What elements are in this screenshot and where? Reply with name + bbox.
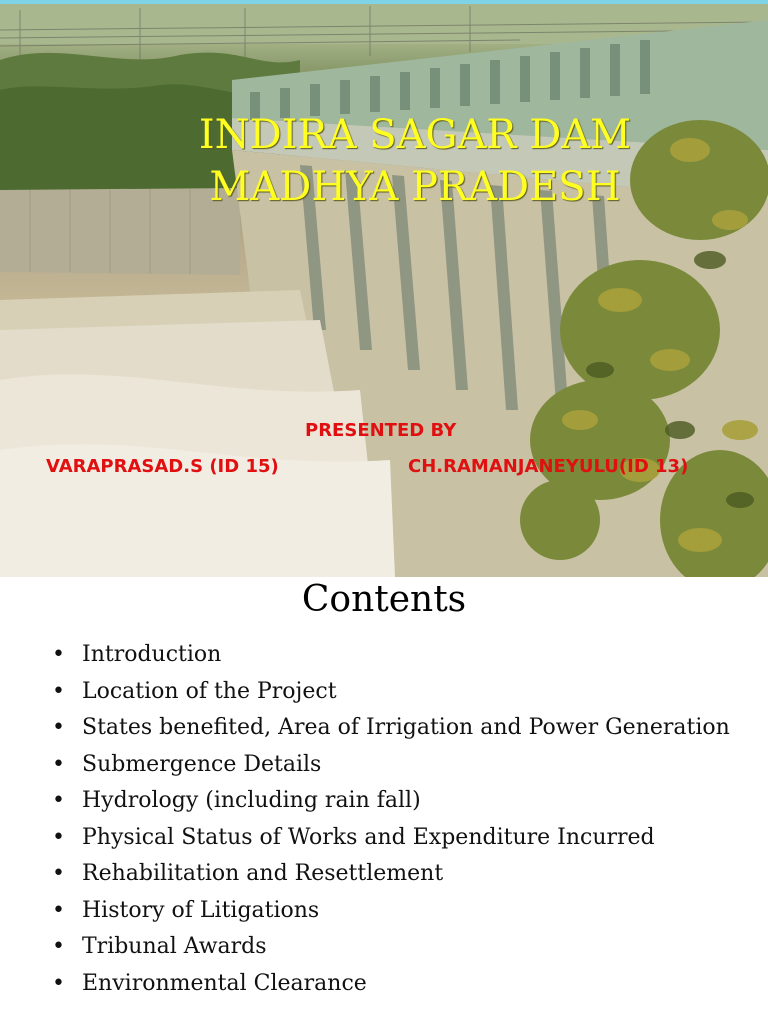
list-item bbox=[0, 858, 742, 889]
contents-heading: Contents bbox=[301, 579, 467, 620]
presenter-right: CH.RAMANJANEYULU(ID 13) bbox=[408, 456, 689, 477]
list-item-text: Submergence Details bbox=[82, 751, 322, 777]
list-item bbox=[0, 895, 742, 926]
slide-title-line-1: INDIRA SAGAR DAM bbox=[198, 112, 632, 158]
presenter-left: VARAPRASAD.S (ID 15) bbox=[46, 456, 279, 477]
bullet-icon: • bbox=[52, 642, 65, 667]
list-item bbox=[0, 785, 742, 816]
list-item-text: Environmental Clearance bbox=[82, 970, 367, 996]
list-item-text: Tribunal Awards bbox=[82, 934, 267, 959]
bullet-icon: • bbox=[52, 897, 65, 923]
list-item-text: States benefited, Area of Irrigation and Power Generation bbox=[82, 715, 730, 740]
list-item-text: History of Litigations bbox=[82, 897, 320, 923]
bullet-icon: • bbox=[52, 751, 65, 777]
list-item bbox=[0, 822, 742, 853]
list-item-text: Physical Status of Works and Expenditure Incurred bbox=[82, 824, 655, 850]
presented-by-label: PRESENTED BY bbox=[305, 420, 457, 441]
bullet-icon: • bbox=[52, 824, 65, 850]
list-item bbox=[0, 968, 742, 999]
contents-slide bbox=[0, 577, 768, 1024]
bullet-icon: • bbox=[52, 861, 65, 886]
list-item bbox=[0, 676, 742, 707]
list-item-text: Hydrology (including rain fall) bbox=[82, 788, 421, 813]
bullet-icon: • bbox=[52, 715, 65, 740]
bullet-icon: • bbox=[52, 970, 65, 996]
bullet-icon: • bbox=[52, 788, 65, 813]
list-item-text: Introduction bbox=[82, 642, 222, 667]
bullet-icon: • bbox=[52, 934, 65, 959]
contents-list bbox=[0, 639, 742, 1004]
list-item bbox=[0, 712, 742, 743]
list-item bbox=[0, 639, 742, 670]
slide-title-line-2: MADHYA PRADESH bbox=[209, 164, 621, 210]
list-item bbox=[0, 749, 742, 780]
list-item-text: Location of the Project bbox=[82, 678, 337, 704]
list-item-text: Rehabilitation and Resettlement bbox=[82, 861, 444, 886]
list-item bbox=[0, 931, 742, 962]
bullet-icon: • bbox=[52, 678, 65, 704]
